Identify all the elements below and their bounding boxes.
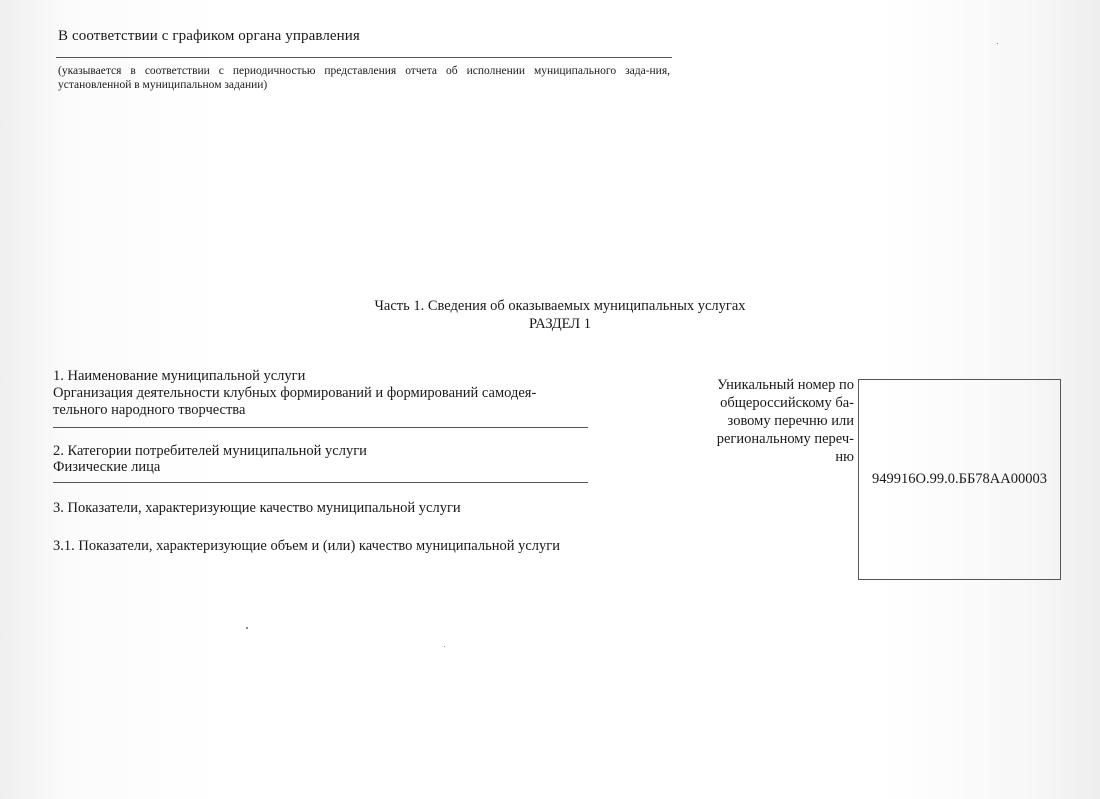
part-title: Часть 1. Сведения об оказываемых муниципальных услугах — [374, 298, 746, 314]
consumers-value: Физические лица — [53, 459, 161, 475]
section-title: РАЗДЕЛ 1 — [529, 316, 591, 332]
scan-speck — [444, 646, 445, 647]
report-schedule-note: (указывается в соответствии с периодичностью представления отчета об исполнении муниципального зада-ния, установленной в муниципальном задании) — [58, 65, 670, 91]
scan-speck — [997, 43, 998, 44]
registry-code-value: 949916О.99.0.ББ78АА00003 — [872, 471, 1047, 487]
service-name-heading: 1. Наименование муниципальной услуги — [53, 368, 306, 384]
consumers-underline — [53, 482, 588, 483]
volume-indicators-heading: 3.1. Показатели, характеризующие объем и (или) качество муниципальной услуги — [53, 538, 560, 554]
registry-number-label: Уникальный номер по общероссийскому ба-зовому перечню или региональному переч-ню — [716, 377, 854, 465]
scan-speck — [246, 627, 248, 629]
quality-indicators-heading: 3. Показатели, характеризующие качество муниципальной услуги — [53, 500, 461, 516]
service-name-underline — [53, 427, 588, 428]
schedule-underline — [56, 57, 672, 58]
report-schedule-text: В соответствии с графиком органа управления — [58, 28, 360, 44]
service-name-value: Организация деятельности клубных формирований и формирований самодея-тельного народного творчества — [53, 385, 537, 418]
consumers-heading: 2. Категории потребителей муниципальной услуги — [53, 443, 367, 459]
